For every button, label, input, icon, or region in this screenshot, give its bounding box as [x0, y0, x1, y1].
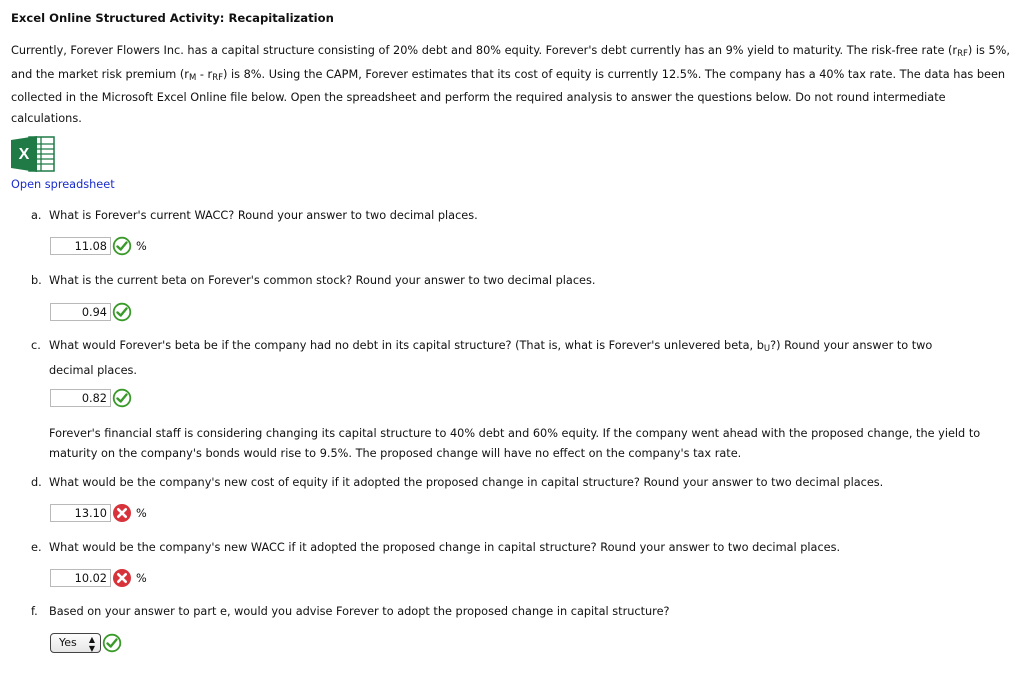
answer-b-input[interactable]: 0.94: [50, 303, 111, 321]
check-icon: [102, 633, 122, 653]
excel-icon[interactable]: [11, 136, 55, 172]
unit-d: %: [136, 507, 147, 520]
cross-icon: [112, 568, 132, 588]
answer-f-select[interactable]: Yes ▲ ▼: [50, 633, 101, 653]
select-arrows-icon: ▲ ▼: [88, 635, 95, 653]
check-icon: [112, 236, 132, 256]
page-title: Excel Online Structured Activity: Recapitalization: [11, 11, 334, 25]
check-icon: [112, 388, 132, 408]
open-spreadsheet-link[interactable]: Open spreadsheet: [11, 178, 115, 191]
check-icon: [112, 302, 132, 322]
answer-c-input[interactable]: 0.82: [50, 389, 111, 407]
answer-d-input[interactable]: 13.10: [50, 504, 111, 522]
cross-icon: [112, 503, 132, 523]
scenario-paragraph: Forever's financial staff is considering changing its capital structure to 40% debt and 60% equity. If the company went ahead with the proposed change, the yield to maturity on the company's bonds would rise to 9.5%. The proposed change will have no effect on the company's tax rate.: [49, 427, 981, 460]
unit-a: %: [136, 240, 147, 253]
answer-e-input[interactable]: 10.02: [50, 569, 111, 587]
excel-icon-letter: X: [18, 146, 30, 163]
answer-a-input[interactable]: 11.08: [50, 237, 111, 255]
unit-e: %: [136, 572, 147, 585]
intro-paragraph: Currently, Forever Flowers Inc. has a capital structure consisting of 20% debt and 80% equity. Forever's debt currently has an 9% yield to maturity. The risk-free rate $(r_{RF})$ is 5%, and the market risk premium $(r_M - r_{RF})$ is 8%. Using the CAPM, Forever estimates that its cost of equity is currently 12.5%. The company has a 40% tax rate. The data has been collected in the Microsoft Excel Online file below. Open the spreadsheet and perform the required analysis to answer the questions below. Do not round intermediate calculations.: [11, 44, 1010, 125]
